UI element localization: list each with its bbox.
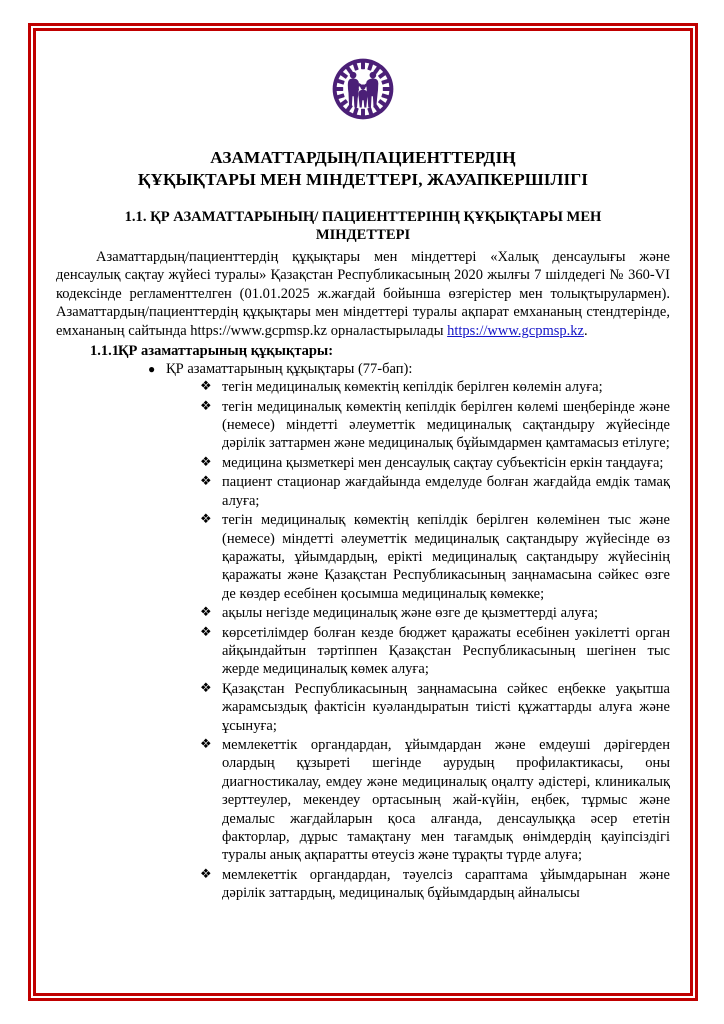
- list-item-text: тегін медициналық көмектің кепілдік берілген көлемін алуға;: [222, 379, 603, 396]
- intro-paragraph-text: Азаматтардың/пациенттердің құқықтары мен міндеттері «Халық денсаулығы және денсаулық сақтау жүйесі туралы» Қазақстан Республикасының 2020 жылғы 7 шілдедегі № 360-VI кодексінде регламенттелген (01.01.2025 ж.жағдай бойынша өзгерістер мен толықтырулармен). Азаматтардың/пациенттердің құқықтары мен міндеттері туралы ақпарат емхананың стендтерінде, емхананың сайтында https://www.gcpmsp.kz орналастырылады: [56, 248, 670, 340]
- document-content: [56, 40, 670, 990]
- subheading-label: ҚР азаматтарының құқықтары:: [118, 342, 334, 359]
- gcpmsp-website-link[interactable]: https://www.gcpmsp.kz: [447, 323, 584, 340]
- page-title-line-2: ҚҰҚЫҚТАРЫ МЕН МІНДЕТТЕРІ, ЖАУАПКЕРШІЛІГІ: [137, 170, 589, 190]
- primary-bullet-label: ҚР азаматтарының құқықтары (77-бап):: [166, 360, 413, 377]
- list-item: [56, 511, 670, 603]
- page-title-line-1: АЗАМАТТАРДЫҢ/ПАЦИЕНТТЕРДІҢ: [210, 148, 516, 167]
- subheading-number: 1.1.1.: [90, 342, 123, 359]
- diamond-bullet-icon: ❖: [200, 604, 212, 620]
- diamond-bullet-icon: ❖: [200, 397, 212, 413]
- bullet-dot-icon: ●: [148, 361, 156, 376]
- primary-bullet-item: [56, 360, 670, 378]
- section-title-line-1: 1.1. ҚР АЗАМАТТАРЫНЫҢ/ ПАЦИЕНТТЕРІНІҢ ҚҰҚЫҚТАРЫ МЕН: [124, 208, 602, 225]
- diamond-bullet-icon: ❖: [200, 378, 212, 394]
- diamond-bullet-icon: ❖: [200, 453, 212, 469]
- section-title: [74, 209, 652, 245]
- list-item: [56, 454, 670, 472]
- list-item: [56, 398, 670, 453]
- diamond-bullet-icon: ❖: [200, 679, 212, 695]
- list-item-text: пациент стационар жағдайында емделуде болған жағдайда емдік тамақ алуға;: [222, 474, 670, 509]
- list-item: [56, 680, 670, 735]
- diamond-bullet-icon: ❖: [200, 473, 212, 489]
- list-item: [56, 866, 670, 903]
- page-title: [56, 147, 670, 192]
- section-title-line-2: МІНДЕТТЕРІ: [315, 226, 411, 243]
- list-item: [56, 473, 670, 510]
- list-item-text: медицина қызметкері мен денсаулық сақтау субъектісін еркін таңдауға;: [222, 454, 664, 471]
- subheading-1-1-1: [56, 342, 670, 360]
- list-item-text: тегін медициналық көмектің кепілдік берілген көлемі шеңберінде және (немесе) міндетті әлеуметтік медициналық сақтандыру жүйесінде дәрілік заттармен және медициналық бұйымдармен қамтамасыз етілуге;: [222, 398, 670, 452]
- list-item: [56, 378, 670, 396]
- list-item-text: мемлекеттік органдардан, тәуелсіз сараптама ұйымдарынан және дәрілік заттардың, медициналық бұйымдардың айналысы: [222, 866, 670, 902]
- intro-paragraph: [56, 248, 670, 341]
- diamond-bullet-icon: ❖: [200, 623, 212, 639]
- list-item-text: тегін медициналық көмектің кепілдік берілген көлемінен тыс және (немесе) міндетті әлеуметтік медициналық сақтандыру жүйесінде өз қаражаты, ұйымдардың, ерікті медициналық сақтандыру жүйесінің қаражаты және Қазақстан Республикасының заңнамасына сәйкес өзге де көздер есебінен қосымша медициналық көмекке;: [222, 512, 670, 602]
- logo-container: [56, 40, 670, 129]
- list-item-text: мемлекеттік органдардан, ұйымдардан және емдеуші дәрігерден олардың құзыреті шегінде аурудың профилактикасы, оны диагностикалау, емдеу және медициналық оңалту әдістері, клиникалық зерттеулер, мекендеу ортасының жай-күйін, еңбек, тұрмыс және демалыс жағдайларын қоса алғанда, денсаулыққа әсер ететін факторлар, дұрыс тамақтану мен тағамдық өнімдердің қауіпсіздігі туралы анық ақпаратты өтеусіз және тұрақты түрде алуға;: [222, 736, 670, 864]
- rights-list: [56, 378, 670, 902]
- diamond-bullet-icon: ❖: [200, 511, 212, 527]
- intro-paragraph-trailing: .: [583, 323, 588, 340]
- diamond-bullet-icon: ❖: [200, 865, 212, 881]
- list-item-text: ақылы негізде медициналық және өзге де қызметтерді алуға;: [222, 605, 599, 622]
- list-item: [56, 604, 670, 622]
- diamond-bullet-icon: ❖: [200, 735, 212, 751]
- list-item: [56, 624, 670, 679]
- list-item: [56, 736, 670, 865]
- family-circle-emblem-icon: [330, 109, 396, 126]
- list-item-text: көрсетілімдер болған кезде бюджет қаражаты есебінен уәкілетті орган айқындайтын тәртіппен Қазақстан Республикасының шегінен тыс жерде медициналық көмек алуға;: [222, 624, 670, 678]
- list-item-text: Қазақстан Республикасының заңнамасына сәйкес еңбекке уақытша жарамсыздық фактісін куәландыратын тиісті құжаттарды алуға және ұсынуға;: [222, 680, 670, 734]
